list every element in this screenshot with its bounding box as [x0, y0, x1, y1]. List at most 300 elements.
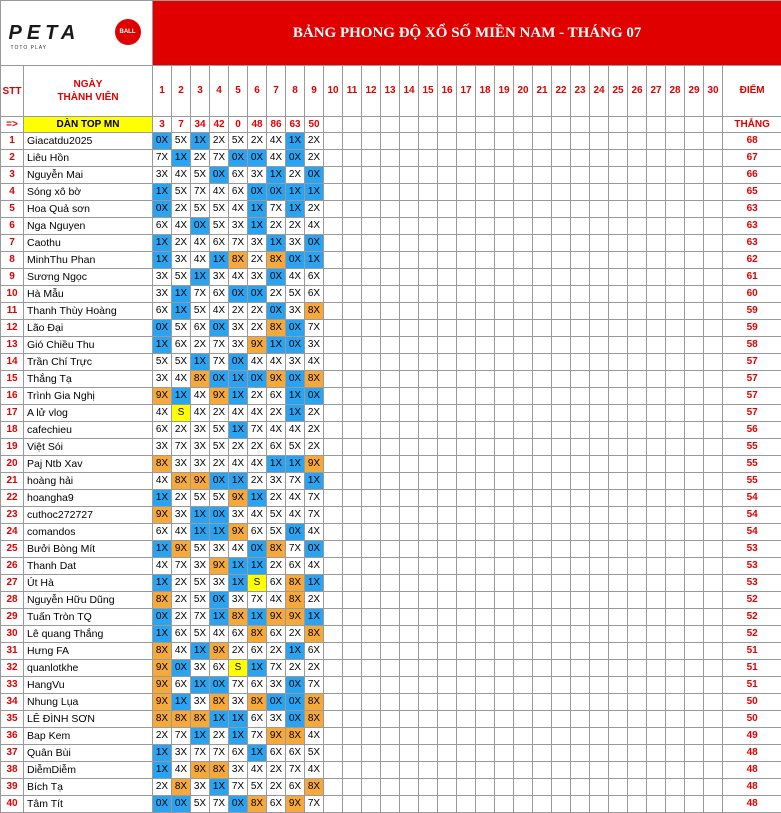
result-cell: 9X [267, 609, 286, 626]
empty-cell [704, 133, 723, 150]
empty-cell [533, 252, 552, 269]
member-name: LÊ ĐÌNH SƠN [24, 711, 153, 728]
table-row [1, 354, 781, 371]
empty-cell [495, 235, 514, 252]
result-cell: 9X [229, 524, 248, 541]
empty-cell [552, 167, 571, 184]
result-cell: 9X [153, 507, 172, 524]
empty-cell [495, 269, 514, 286]
empty-cell [457, 252, 476, 269]
result-cell: 6X [286, 745, 305, 762]
empty-cell [685, 745, 704, 762]
member-name: Hoa Quả sơn [24, 201, 153, 218]
table-row [1, 592, 781, 609]
empty-cell [514, 473, 533, 490]
result-cell: 7X [286, 541, 305, 558]
result-cell: 7X [248, 422, 267, 439]
dan-arrow: => [1, 117, 24, 133]
empty-cell [476, 711, 495, 728]
result-cell: 8X [248, 694, 267, 711]
member-name: Việt Sói [24, 439, 153, 456]
empty-cell [400, 167, 419, 184]
result-cell: 8X [305, 711, 324, 728]
empty-cell [400, 796, 419, 813]
empty-cell [495, 643, 514, 660]
empty-cell [552, 660, 571, 677]
result-cell: 3X [229, 337, 248, 354]
result-cell: 9X [305, 456, 324, 473]
empty-cell [438, 728, 457, 745]
empty-cell [324, 184, 343, 201]
empty-cell [343, 405, 362, 422]
result-cell: 6X [210, 660, 229, 677]
empty-cell [457, 626, 476, 643]
member-points: 55 [723, 456, 781, 473]
empty-cell [666, 762, 685, 779]
empty-cell [609, 592, 628, 609]
result-cell: 1X [305, 184, 324, 201]
result-cell: 4X [229, 405, 248, 422]
empty-cell [381, 677, 400, 694]
empty-cell [343, 117, 362, 133]
empty-cell [343, 252, 362, 269]
empty-cell [400, 201, 419, 218]
result-cell: 7X [305, 490, 324, 507]
empty-cell [457, 320, 476, 337]
result-cell: 1X [191, 354, 210, 371]
table-row [1, 626, 781, 643]
empty-cell [476, 388, 495, 405]
empty-cell [590, 745, 609, 762]
empty-cell [590, 643, 609, 660]
empty-cell [647, 796, 666, 813]
member-points: 53 [723, 558, 781, 575]
result-cell: 2X [248, 388, 267, 405]
empty-cell [552, 677, 571, 694]
empty-cell [381, 473, 400, 490]
empty-cell [495, 762, 514, 779]
empty-cell [438, 303, 457, 320]
result-cell: 0X [267, 303, 286, 320]
empty-cell [476, 303, 495, 320]
empty-cell [381, 218, 400, 235]
empty-cell [590, 524, 609, 541]
table-row [1, 541, 781, 558]
empty-cell [438, 626, 457, 643]
result-cell: 1X [153, 626, 172, 643]
rank-number: 35 [1, 711, 24, 728]
empty-cell [381, 490, 400, 507]
result-cell: 5X [172, 184, 191, 201]
member-points: 54 [723, 507, 781, 524]
result-cell: 0X [210, 507, 229, 524]
empty-cell [457, 133, 476, 150]
table-row [1, 405, 781, 422]
result-cell: 5X [210, 439, 229, 456]
empty-cell [685, 643, 704, 660]
result-cell: 2X [172, 592, 191, 609]
empty-cell [381, 184, 400, 201]
result-cell: 1X [267, 235, 286, 252]
empty-cell [476, 507, 495, 524]
result-cell: 1X [191, 269, 210, 286]
rank-number: 22 [1, 490, 24, 507]
result-cell: 3X [267, 473, 286, 490]
empty-cell [590, 507, 609, 524]
empty-cell [381, 456, 400, 473]
result-cell: 5X [210, 422, 229, 439]
empty-cell [476, 286, 495, 303]
empty-cell [704, 524, 723, 541]
member-name: cuthoc272727 [24, 507, 153, 524]
empty-cell [666, 303, 685, 320]
result-cell: 0X [210, 592, 229, 609]
empty-cell [324, 303, 343, 320]
empty-cell [324, 337, 343, 354]
empty-cell [343, 388, 362, 405]
result-cell: 0X [229, 796, 248, 813]
result-cell: 6X [229, 745, 248, 762]
empty-cell [381, 694, 400, 711]
empty-cell [514, 796, 533, 813]
empty-cell [571, 609, 590, 626]
empty-cell [609, 473, 628, 490]
table-row [1, 252, 781, 269]
result-cell: 1X [305, 609, 324, 626]
empty-cell [590, 269, 609, 286]
result-cell: 7X [153, 150, 172, 167]
empty-cell [571, 711, 590, 728]
day-header-6: 6 [248, 66, 267, 117]
empty-cell [514, 524, 533, 541]
empty-cell [438, 422, 457, 439]
result-cell: 7X [305, 796, 324, 813]
empty-cell [381, 592, 400, 609]
result-cell: 2X [172, 201, 191, 218]
result-cell: 6X [267, 388, 286, 405]
result-cell: 2X [210, 456, 229, 473]
empty-cell [685, 167, 704, 184]
result-cell: 0X [172, 660, 191, 677]
empty-cell [533, 218, 552, 235]
empty-cell [457, 286, 476, 303]
empty-cell [533, 150, 552, 167]
empty-cell [495, 337, 514, 354]
empty-cell [514, 320, 533, 337]
empty-cell [343, 745, 362, 762]
empty-cell [666, 235, 685, 252]
empty-cell [704, 609, 723, 626]
result-cell: 1X [172, 388, 191, 405]
result-cell: 8X [248, 796, 267, 813]
empty-cell [609, 252, 628, 269]
empty-cell [628, 235, 647, 252]
result-cell: 0X [267, 269, 286, 286]
empty-cell [476, 473, 495, 490]
empty-cell [704, 252, 723, 269]
empty-cell [609, 150, 628, 167]
empty-cell [609, 235, 628, 252]
empty-cell [495, 354, 514, 371]
empty-cell [666, 796, 685, 813]
empty-cell [457, 677, 476, 694]
empty-cell [533, 507, 552, 524]
member-points: 52 [723, 609, 781, 626]
empty-cell [647, 592, 666, 609]
empty-cell [533, 320, 552, 337]
empty-cell [419, 133, 438, 150]
result-cell: 2X [267, 490, 286, 507]
empty-cell [590, 371, 609, 388]
empty-cell [324, 592, 343, 609]
empty-cell [647, 371, 666, 388]
table-row [1, 660, 781, 677]
day-header-10: 10 [324, 66, 343, 117]
empty-cell [476, 728, 495, 745]
result-cell: 6X [153, 218, 172, 235]
empty-cell [457, 490, 476, 507]
empty-cell [362, 252, 381, 269]
empty-cell [704, 745, 723, 762]
result-cell: 8X [191, 371, 210, 388]
empty-cell [343, 728, 362, 745]
empty-cell [704, 150, 723, 167]
empty-cell [343, 422, 362, 439]
empty-cell [457, 456, 476, 473]
empty-cell [381, 354, 400, 371]
empty-cell [400, 218, 419, 235]
empty-cell [495, 507, 514, 524]
empty-cell [590, 626, 609, 643]
empty-cell [590, 405, 609, 422]
empty-cell [685, 439, 704, 456]
empty-cell [476, 779, 495, 796]
table-row [1, 575, 781, 592]
empty-cell [457, 269, 476, 286]
result-cell: 7X [229, 235, 248, 252]
empty-cell [704, 490, 723, 507]
result-cell: 3X [286, 235, 305, 252]
result-cell: 2X [229, 643, 248, 660]
member-name: Trình Gia Nghị [24, 388, 153, 405]
result-cell: 6X [286, 779, 305, 796]
result-cell: 5X [153, 354, 172, 371]
empty-cell [438, 643, 457, 660]
empty-cell [647, 388, 666, 405]
table-row [1, 558, 781, 575]
member-points: 55 [723, 473, 781, 490]
result-cell: 0X [286, 524, 305, 541]
empty-cell [552, 422, 571, 439]
member-points: 50 [723, 711, 781, 728]
empty-cell [685, 286, 704, 303]
empty-cell [666, 269, 685, 286]
empty-cell [381, 779, 400, 796]
table-row [1, 490, 781, 507]
empty-cell [552, 524, 571, 541]
result-cell: 2X [305, 439, 324, 456]
empty-cell [685, 184, 704, 201]
result-cell: 2X [305, 133, 324, 150]
rank-number: 4 [1, 184, 24, 201]
empty-cell [400, 388, 419, 405]
result-cell: 3X [191, 660, 210, 677]
empty-cell [590, 490, 609, 507]
result-cell: 8X [191, 711, 210, 728]
empty-cell [666, 117, 685, 133]
empty-cell [590, 592, 609, 609]
empty-cell [666, 575, 685, 592]
empty-cell [704, 286, 723, 303]
empty-cell [343, 694, 362, 711]
empty-cell [666, 371, 685, 388]
empty-cell [647, 422, 666, 439]
table-row [1, 456, 781, 473]
result-cell: 8X [267, 320, 286, 337]
empty-cell [324, 507, 343, 524]
empty-cell [476, 320, 495, 337]
empty-cell [552, 354, 571, 371]
empty-cell [628, 796, 647, 813]
empty-cell [552, 609, 571, 626]
empty-cell [381, 728, 400, 745]
empty-cell [438, 796, 457, 813]
empty-cell [647, 252, 666, 269]
empty-cell [533, 184, 552, 201]
empty-cell [533, 371, 552, 388]
member-points: 56 [723, 422, 781, 439]
day-header-26: 26 [628, 66, 647, 117]
empty-cell [457, 507, 476, 524]
rank-number: 17 [1, 405, 24, 422]
result-cell: 1X [229, 558, 248, 575]
empty-cell [362, 218, 381, 235]
empty-cell [590, 762, 609, 779]
result-cell: 6X [248, 677, 267, 694]
empty-cell [419, 677, 438, 694]
empty-cell [590, 694, 609, 711]
empty-cell [571, 592, 590, 609]
empty-cell [533, 269, 552, 286]
empty-cell [324, 252, 343, 269]
empty-cell [362, 150, 381, 167]
empty-cell [400, 473, 419, 490]
empty-cell [495, 796, 514, 813]
result-cell: 2X [267, 779, 286, 796]
empty-cell [457, 592, 476, 609]
member-points: 59 [723, 303, 781, 320]
day-header-9: 9 [305, 66, 324, 117]
dan-top-row [1, 117, 781, 133]
rank-number: 18 [1, 422, 24, 439]
empty-cell [419, 558, 438, 575]
empty-cell [438, 371, 457, 388]
empty-cell [362, 388, 381, 405]
result-cell: 6X [153, 303, 172, 320]
result-cell: 1X [229, 388, 248, 405]
empty-cell [571, 694, 590, 711]
table-row [1, 269, 781, 286]
empty-cell [476, 337, 495, 354]
empty-cell [514, 388, 533, 405]
result-cell: 2X [210, 405, 229, 422]
empty-cell [400, 490, 419, 507]
empty-cell [438, 575, 457, 592]
result-cell: 5X [229, 133, 248, 150]
empty-cell [685, 592, 704, 609]
empty-cell [647, 609, 666, 626]
result-cell: 0X [305, 235, 324, 252]
empty-cell [533, 796, 552, 813]
table-row [1, 422, 781, 439]
result-cell: 2X [153, 779, 172, 796]
table-row [1, 286, 781, 303]
empty-cell [685, 456, 704, 473]
result-cell: 8X [286, 728, 305, 745]
empty-cell [514, 592, 533, 609]
empty-cell [362, 303, 381, 320]
empty-cell [628, 473, 647, 490]
empty-cell [571, 337, 590, 354]
empty-cell [400, 117, 419, 133]
empty-cell [381, 439, 400, 456]
empty-cell [400, 660, 419, 677]
result-cell: 5X [191, 541, 210, 558]
result-cell: 2X [153, 728, 172, 745]
header-ngay: NGÀY [74, 79, 103, 90]
result-cell: 7X [172, 439, 191, 456]
result-cell: 3X [191, 422, 210, 439]
empty-cell [457, 728, 476, 745]
empty-cell [457, 558, 476, 575]
member-name: quanlotkhe [24, 660, 153, 677]
title-row [1, 1, 781, 66]
empty-cell [324, 575, 343, 592]
dan-value: 63 [286, 117, 305, 133]
empty-cell [685, 235, 704, 252]
result-cell: 5X [172, 133, 191, 150]
result-cell: 0X [210, 371, 229, 388]
rank-number: 12 [1, 320, 24, 337]
result-cell: 1X [191, 677, 210, 694]
result-cell: 6X [286, 558, 305, 575]
result-cell: 4X [305, 728, 324, 745]
empty-cell [552, 405, 571, 422]
empty-cell [590, 303, 609, 320]
empty-cell [533, 660, 552, 677]
result-cell: 2X [286, 626, 305, 643]
empty-cell [343, 167, 362, 184]
table-row [1, 745, 781, 762]
empty-cell [362, 558, 381, 575]
empty-cell [362, 269, 381, 286]
empty-cell [704, 303, 723, 320]
empty-cell [495, 660, 514, 677]
result-cell: 4X [172, 643, 191, 660]
empty-cell [362, 167, 381, 184]
empty-cell [571, 133, 590, 150]
empty-cell [571, 796, 590, 813]
empty-cell [590, 473, 609, 490]
empty-cell [685, 388, 704, 405]
empty-cell [685, 507, 704, 524]
empty-cell [362, 711, 381, 728]
day-header-30: 30 [704, 66, 723, 117]
empty-cell [457, 575, 476, 592]
empty-cell [514, 150, 533, 167]
member-points: 53 [723, 541, 781, 558]
empty-cell [400, 507, 419, 524]
